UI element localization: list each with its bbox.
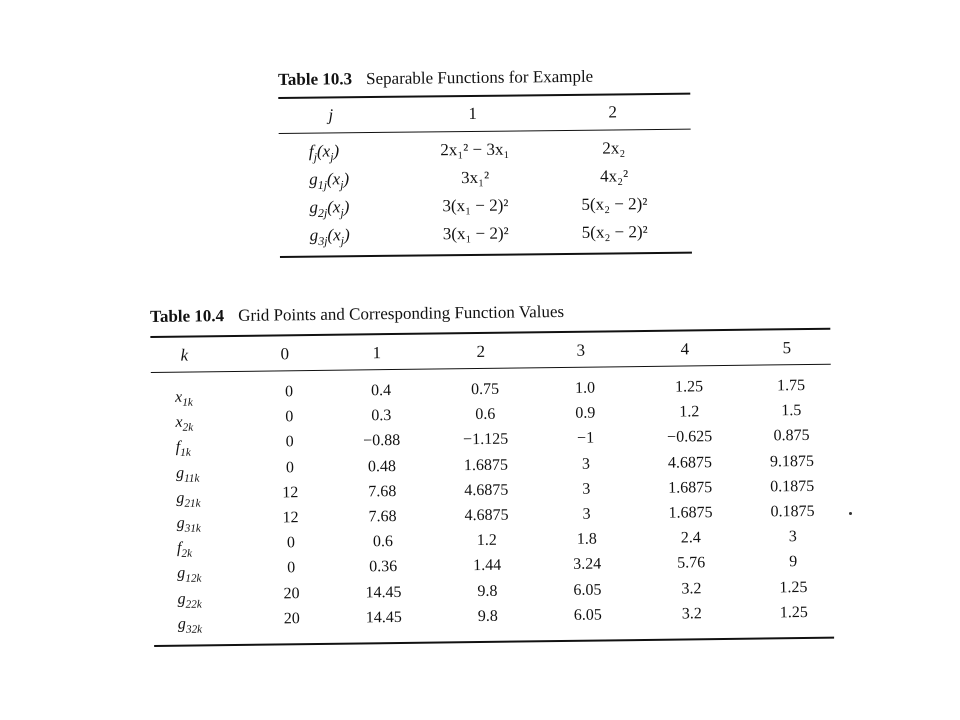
cell-col-2: 4x₂² bbox=[600, 166, 629, 186]
table-cell: 20 bbox=[283, 609, 300, 628]
table-cell: 0.1875 bbox=[770, 502, 815, 521]
header-col-4: 4 bbox=[680, 339, 690, 359]
table-cell: 1.44 bbox=[473, 557, 502, 575]
table-caption bbox=[278, 66, 690, 90]
table-cell: 0.48 bbox=[367, 457, 397, 475]
table-number: Table 10.3 bbox=[278, 69, 353, 89]
table-cell: 9.1875 bbox=[769, 452, 815, 471]
table-cell: 0.36 bbox=[369, 558, 398, 576]
table-cell: 0 bbox=[285, 458, 295, 476]
table-cell: 3 bbox=[582, 480, 591, 498]
table-cell: 1.2 bbox=[679, 403, 700, 421]
table-cell: −1 bbox=[577, 429, 595, 448]
cell-col-2: 5(x₂ − 2)² bbox=[581, 194, 648, 214]
row-label: $g_{2j}(x_j)$ bbox=[309, 197, 350, 220]
table-cell: 1.6875 bbox=[463, 456, 509, 474]
table-cell: −0.88 bbox=[363, 432, 401, 450]
table-cell: 0.4 bbox=[370, 382, 392, 400]
table-number: Table 10.4 bbox=[150, 306, 225, 326]
table-header-row bbox=[278, 95, 690, 133]
table-cell: 1.5 bbox=[781, 402, 802, 420]
table-cell: 1.6875 bbox=[668, 504, 713, 522]
table-cell: 5.76 bbox=[677, 554, 706, 572]
row-label: $g_{21k}$ bbox=[176, 489, 201, 510]
table-cell: 0.875 bbox=[773, 427, 810, 445]
cell-col-1: 3(x₁ − 2)² bbox=[442, 223, 509, 244]
header-col-3: 3 bbox=[576, 340, 586, 360]
stray-dot bbox=[849, 512, 852, 515]
table-cell: 0.6 bbox=[372, 533, 393, 551]
table-cell: 0 bbox=[284, 383, 294, 401]
row-label: $f_{1k}$ bbox=[175, 439, 191, 460]
table-cell: 1.2 bbox=[476, 531, 497, 550]
row-label: $x_{1k}$ bbox=[175, 388, 193, 409]
cell-col-1: 3x₁² bbox=[461, 167, 490, 188]
header-col-1: 1 bbox=[468, 103, 478, 124]
table-cell: 0 bbox=[287, 559, 296, 577]
table-10-3 bbox=[278, 66, 692, 258]
table-cell: 4.6875 bbox=[464, 506, 509, 525]
table-cell: 2.4 bbox=[680, 529, 701, 547]
table-cell: 9.8 bbox=[477, 607, 498, 625]
table-10-4 bbox=[150, 299, 834, 647]
table-cell: 12 bbox=[282, 509, 299, 527]
row-label: $x_{2k}$ bbox=[175, 413, 194, 434]
table-title: Separable Functions for Example bbox=[366, 66, 594, 89]
table-cell: 0.1875 bbox=[770, 477, 815, 496]
table-body bbox=[151, 365, 834, 645]
table-cell: 6.05 bbox=[573, 606, 602, 624]
row-label: $g_{11k}$ bbox=[175, 464, 200, 485]
cell-col-1: 2x₁² − 3x₁ bbox=[440, 139, 510, 160]
table-cell: 0 bbox=[285, 408, 294, 426]
table-cell: 7.68 bbox=[368, 508, 397, 526]
table-cell: 0 bbox=[285, 433, 294, 451]
table-caption bbox=[150, 299, 830, 327]
table-cell: 3 bbox=[581, 455, 591, 473]
table-cell: 3 bbox=[788, 528, 797, 546]
table-cell: 3.2 bbox=[681, 605, 702, 623]
table-cell: −1.125 bbox=[463, 431, 509, 449]
table-cell: 9.8 bbox=[477, 582, 498, 600]
table-cell: 20 bbox=[283, 584, 300, 602]
table-cell: 9 bbox=[789, 553, 798, 571]
table-cell: 1.6875 bbox=[668, 478, 713, 497]
table-cell: 3.2 bbox=[681, 579, 702, 598]
table-cell: 0 bbox=[286, 534, 295, 552]
table-cell: 7.68 bbox=[368, 482, 397, 501]
table-cell: 14.45 bbox=[365, 608, 402, 627]
cell-col-2: 2x₂ bbox=[602, 138, 626, 158]
header-label: j bbox=[328, 105, 334, 125]
table-cell: 0.3 bbox=[371, 407, 392, 425]
table-cell: 0.6 bbox=[475, 405, 496, 424]
row-label: $g_{3j}(x_j)$ bbox=[309, 225, 350, 248]
table-cell: 4.6875 bbox=[667, 453, 713, 472]
header-col-1: 1 bbox=[372, 343, 382, 363]
row-label: $g_{1j}(x_j)$ bbox=[309, 169, 350, 192]
table-cell: 1.0 bbox=[574, 379, 596, 397]
table-cell: 1.75 bbox=[776, 377, 806, 395]
table-cell: 6.05 bbox=[573, 581, 602, 599]
cell-col-1: 3(x₁ − 2)² bbox=[442, 195, 509, 216]
table-cell: 1.25 bbox=[779, 578, 808, 596]
row-label: $g_{32k}$ bbox=[177, 615, 203, 636]
row-label: $g_{12k}$ bbox=[177, 564, 202, 586]
table-cell: 0.75 bbox=[470, 380, 500, 399]
row-label: $g_{22k}$ bbox=[177, 590, 202, 611]
table-cell: 0.9 bbox=[575, 404, 596, 422]
table-cell: 3.24 bbox=[573, 555, 602, 574]
row-label: $f_j(x_j)$ bbox=[308, 141, 340, 165]
header-col-0: 0 bbox=[280, 344, 290, 364]
table-cell: 4.6875 bbox=[464, 481, 509, 499]
header-col-2: 2 bbox=[608, 102, 618, 122]
table-cell: 1.25 bbox=[779, 603, 808, 622]
header-col-2: 2 bbox=[476, 341, 486, 362]
table-cell: 14.45 bbox=[365, 583, 402, 601]
table-body bbox=[279, 130, 692, 256]
table-title: Grid Points and Corresponding Function Values bbox=[238, 301, 565, 325]
table-cell: 1.25 bbox=[674, 378, 704, 396]
table-cell: 1.8 bbox=[576, 530, 597, 548]
table-cell: −0.625 bbox=[667, 428, 713, 447]
table-cell: 12 bbox=[282, 483, 299, 502]
table-cell: 3 bbox=[582, 505, 591, 523]
header-col-5: 5 bbox=[782, 338, 792, 358]
row-label: $g_{31k}$ bbox=[176, 514, 201, 535]
cell-col-2: 5(x₂ − 2)² bbox=[581, 222, 648, 242]
header-label: k bbox=[180, 345, 189, 365]
row-label: $f_{2k}$ bbox=[176, 539, 193, 561]
